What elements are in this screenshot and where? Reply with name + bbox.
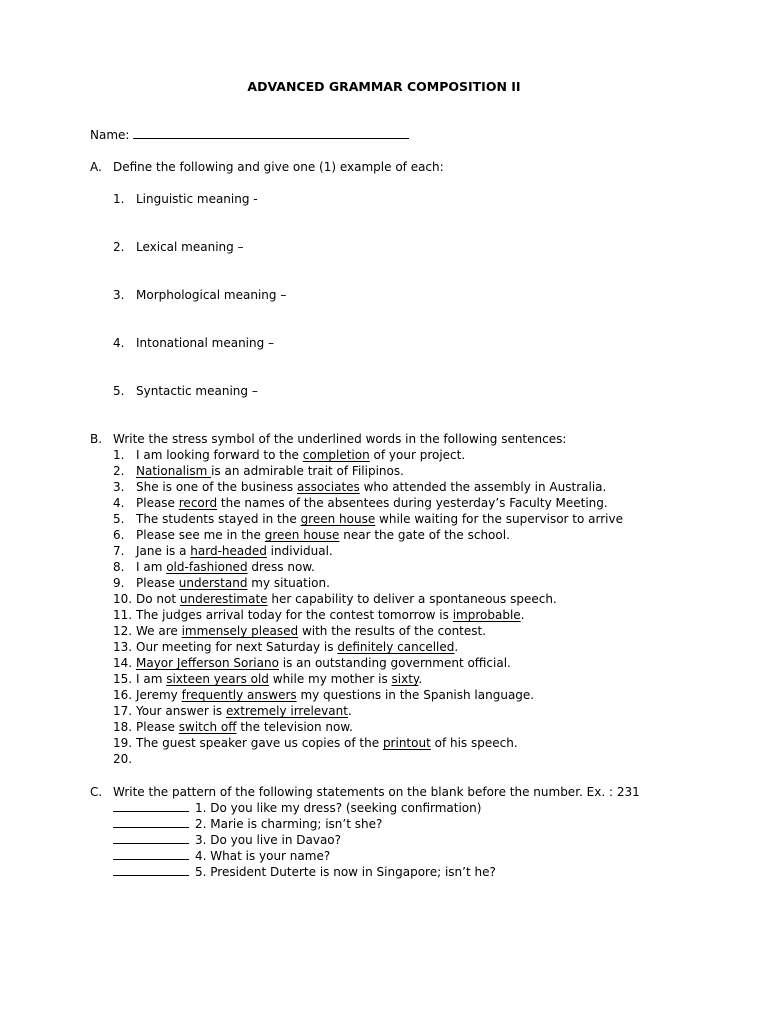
underlined-word: frequently answers: [181, 688, 297, 702]
sentence-text: while my mother is: [268, 672, 392, 686]
section-a-item: [113, 335, 274, 351]
sentence-text: while waiting for the supervisor to arrive: [375, 512, 623, 526]
section-b-item: [113, 687, 534, 703]
sentence-text: is an outstanding government official.: [278, 656, 511, 670]
statement-text: 5. President Duterte is now in Singapore; isn’t he?: [195, 865, 496, 879]
sentence-text: Your answer is: [136, 704, 226, 718]
item-number: 3.: [113, 288, 125, 302]
section-a-item: [113, 191, 258, 207]
sentence-text: Please: [136, 576, 179, 590]
name-label: Name:: [90, 128, 130, 142]
item-text: Intonational meaning –: [136, 336, 275, 350]
underlined-word: completion: [302, 448, 370, 462]
item-number: 15.: [113, 672, 133, 686]
answer-blank-line: [113, 816, 189, 828]
underlined-word: hard-headed: [190, 544, 267, 558]
section-b-item: [113, 447, 465, 463]
section-b-item: [113, 479, 606, 495]
name-field-row: [90, 127, 409, 143]
section-b-letter: B.: [90, 432, 103, 446]
section-b-item: [113, 623, 486, 639]
section-b-item: [113, 527, 510, 543]
section-c-item: [113, 800, 481, 816]
section-c-instruction-row: [90, 784, 640, 800]
item-number: 11.: [113, 608, 133, 622]
sentence-text: near the gate of the school.: [339, 528, 510, 542]
section-b-item: [113, 591, 557, 607]
underlined-word: associates: [296, 480, 360, 494]
sentence-text: .: [520, 608, 525, 622]
item-number: 20.: [113, 752, 133, 766]
section-a-item: [113, 383, 258, 399]
document-title: ADVANCED GRAMMAR COMPOSITION II: [247, 79, 521, 94]
item-number: 3.: [113, 480, 125, 494]
answer-blank-line: [113, 800, 189, 812]
section-b-item: [113, 703, 352, 719]
underlined-word: underestimate: [179, 592, 268, 606]
sentence-text: She is one of the business: [136, 480, 297, 494]
underlined-word: definitely cancelled: [337, 640, 455, 654]
section-b-item: [113, 543, 333, 559]
section-c-item: [113, 848, 330, 864]
underlined-word: understand: [178, 576, 248, 590]
item-number: 5.: [113, 384, 125, 398]
sentence-text: with the results of the contest.: [298, 624, 487, 638]
answer-blank-line: [113, 848, 189, 860]
section-c-instruction: Write the pattern of the following statements on the blank before the number. Ex. : 231: [113, 785, 640, 799]
section-c-item: [113, 832, 341, 848]
statement-text: 2. Marie is charming; isn’t she?: [195, 817, 383, 831]
section-a-instruction: Define the following and give one (1) example of each:: [113, 160, 444, 174]
sentence-text: of your project.: [369, 448, 466, 462]
sentence-text: is an admirable trait of Filipinos.: [211, 464, 404, 478]
sentence-text: Do not: [136, 592, 180, 606]
answer-blank-line: [113, 864, 189, 876]
sentence-text: the names of the absentees during yesterday’s Faculty Meeting.: [217, 496, 608, 510]
underlined-word: immensely pleased: [181, 624, 299, 638]
sentence-text: dress now.: [247, 560, 315, 574]
section-b-item: [113, 559, 315, 575]
sentence-text: individual.: [266, 544, 333, 558]
section-b-item: [113, 575, 330, 591]
underlined-word: printout: [382, 736, 431, 750]
section-b-item: [113, 671, 422, 687]
section-b-item: [113, 655, 511, 671]
sentence-text: my questions in the Spanish language.: [296, 688, 535, 702]
sentence-text: We are: [136, 624, 182, 638]
item-number: 7.: [113, 544, 125, 558]
section-b-item: [113, 735, 518, 751]
item-number: 12.: [113, 624, 133, 638]
sentence-text: The judges arrival today for the contest tomorrow is: [136, 608, 453, 622]
sentence-text: Please: [136, 720, 179, 734]
section-b-instruction: Write the stress symbol of the underlined words in the following sentences:: [113, 432, 567, 446]
item-number: 13.: [113, 640, 133, 654]
underlined-word: switch off: [178, 720, 237, 734]
section-a-instruction-row: [90, 159, 444, 175]
item-number: 4.: [113, 336, 125, 350]
sentence-text: Jane is a: [136, 544, 191, 558]
underlined-word: sixteen years old: [166, 672, 269, 686]
section-b-item: [113, 751, 136, 767]
item-number: 6.: [113, 528, 125, 542]
item-number: 17.: [113, 704, 133, 718]
section-b-item: [113, 607, 525, 623]
statement-text: 3. Do you live in Davao?: [195, 833, 342, 847]
statement-text: 1. Do you like my dress? (seeking confirmation): [195, 801, 482, 815]
item-number: 14.: [113, 656, 133, 670]
underlined-word: old-fashioned: [166, 560, 248, 574]
item-number: 8.: [113, 560, 125, 574]
item-number: 5.: [113, 512, 125, 526]
underlined-word: sixty: [391, 672, 419, 686]
item-number: 9.: [113, 576, 125, 590]
item-text: Linguistic meaning -: [136, 192, 258, 206]
sentence-text: The guest speaker gave us copies of the: [136, 736, 383, 750]
sentence-text: Jeremy: [136, 688, 182, 702]
sentence-text: Our meeting for next Saturday is: [136, 640, 338, 654]
sentence-text: Please: [136, 496, 179, 510]
section-b-item: [113, 463, 404, 479]
sentence-text: the television now.: [236, 720, 353, 734]
sentence-text: who attended the assembly in Australia.: [359, 480, 607, 494]
sentence-text: .: [418, 672, 423, 686]
section-b-item: [113, 495, 608, 511]
sentence-text: .: [347, 704, 352, 718]
section-a-item: [113, 287, 286, 303]
item-number: 1.: [113, 192, 125, 206]
sentence-text: of his speech.: [430, 736, 518, 750]
section-b-instruction-row: [90, 431, 566, 447]
item-number: 2.: [113, 240, 125, 254]
sentence-text: The students stayed in the: [136, 512, 301, 526]
underlined-word: Nationalism: [136, 464, 212, 478]
underlined-word: record: [178, 496, 218, 510]
section-b-item: [113, 511, 623, 527]
item-text: Lexical meaning –: [136, 240, 244, 254]
item-number: 16.: [113, 688, 133, 702]
section-a-letter: A.: [90, 160, 102, 174]
underlined-word: green house: [300, 512, 376, 526]
item-number: 4.: [113, 496, 125, 510]
underlined-word: improbable: [452, 608, 521, 622]
sentence-text: I am: [136, 560, 167, 574]
sentence-text: my situation.: [247, 576, 330, 590]
answer-blank-line: [113, 832, 189, 844]
sentence-text: .: [454, 640, 459, 654]
section-a-item: [113, 239, 244, 255]
section-c-letter: C.: [90, 785, 103, 799]
item-number: 10.: [113, 592, 133, 606]
item-number: 2.: [113, 464, 125, 478]
name-blank-line: [133, 127, 409, 139]
item-text: Syntactic meaning –: [136, 384, 258, 398]
underlined-word: green house: [264, 528, 340, 542]
item-number: 1.: [113, 448, 125, 462]
section-b-item: [113, 639, 458, 655]
underlined-word: Mayor Jefferson Soriano: [136, 656, 279, 670]
underlined-word: extremely irrelevant: [226, 704, 348, 718]
section-c-item: [113, 816, 382, 832]
item-text: Morphological meaning –: [136, 288, 287, 302]
section-b-item: [113, 719, 353, 735]
sentence-text: I am looking forward to the: [136, 448, 303, 462]
item-number: 18.: [113, 720, 133, 734]
sentence-text: Please see me in the: [136, 528, 265, 542]
sentence-text: her capability to deliver a spontaneous speech.: [267, 592, 557, 606]
sentence-text: I am: [136, 672, 167, 686]
statement-text: 4. What is your name?: [195, 849, 331, 863]
item-number: 19.: [113, 736, 133, 750]
section-c-item: [113, 864, 496, 880]
